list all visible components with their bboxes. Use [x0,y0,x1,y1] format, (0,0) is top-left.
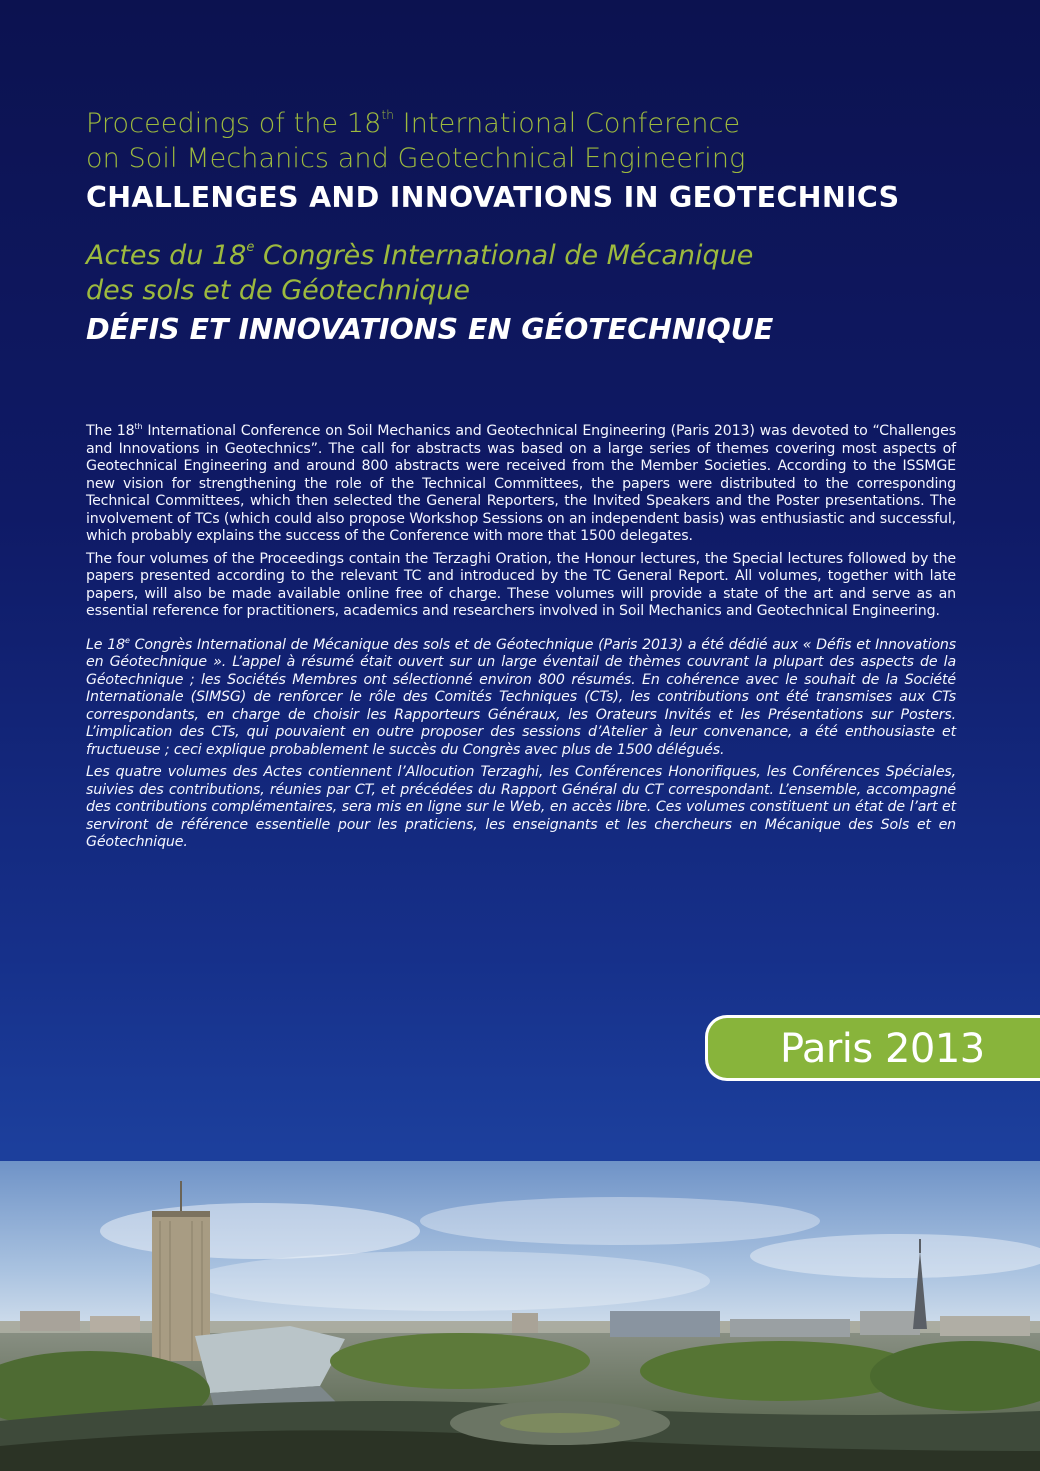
body-en-paragraph-1: The 18th International Conference on Soil Mechanics and Geotechnical Engineering (Paris 2013) was devoted to “Challenges and Innovations in Geotechnics”. The call for abstracts was based on a large series of themes covering most aspects of Geotechnical Engineering and around 800 abstracts were received from the Member Societies. According to the ISSMGE new vision for strengthening the role of the Technical Committees, the papers were distributed to the corresponding Technical Committees, which then selected the General Reporters, the Invited Speakers and the Poster presentations. The involvement of TCs (which could also propose Workshop Sessions on an independent basis) was enthusiastic and successful, which probably explains the success of the Conference with more that 1500 delegates. [86,422,956,544]
body-text [86,423,956,857]
title-en-line1: Proceedings of the 18th International Conference [86,108,741,139]
title-fr-main: DÉFIS ET INNOVATIONS EN GÉOTECHNIQUE [86,313,774,346]
title-block [86,106,986,350]
title-fr-line1: Actes du 18e Congrès International de Mécanique [86,240,754,271]
body-en-paragraph-2: The four volumes of the Proceedings contain the Terzaghi Oration, the Honour lectures, the Special lectures followed by the papers presented according to the relevant TC and introduced by the TC General Report. All volumes, together with late papers, will also be made available online free of charge. These volumes will provide a state of the art and serve as an essential reference for practitioners, academics and researchers involved in Soil Mechanics and Geotechnical Engineering. [86,550,956,619]
paris-2013-badge [705,1015,1040,1081]
title-en-main: CHALLENGES AND INNOVATIONS IN GEOTECHNICS [86,181,900,214]
body-fr-paragraph-1: Le 18e Congrès International de Mécanique des sols et de Géotechnique (Paris 2013) a été dédié aux « Défis et Innovations en Géotechnique ». L’appel à résumé était ouvert sur un large éventail de thèmes couvrant la plupart des aspects de la Géotechnique ; les Sociétés Membres ont sélectionné environ 800 résumés. En cohérence avec le souhait de la Société Internationale (SIMSG) de renforcer le rôle des Comités Techniques (CTs), les contributions ont été transmises aux CTs correspondants, en charge de choisir les Rapporteurs Généraux, les Orateurs Invités et les Présentations sur Posters. L’implication des CTs, qui pouvaient en outre proposer des sessions d’Atelier à leur convenance, a été enthousiaste et fructueuse ; ceci explique probablement le succès du Congrès avec plus de 1500 délégués. [86,635,956,758]
badge-label: Paris 2013 [780,1026,985,1072]
title-en-line2: on Soil Mechanics and Geotechnical Engineering [86,143,746,174]
title-fr-line2: des sols et de Géotechnique [86,275,470,306]
paris-panorama-photo [0,1161,1040,1471]
body-fr-paragraph-2: Les quatre volumes des Actes contiennent l’Allocution Terzaghi, les Conférences Honorifiques, les Conférences Spéciales, suivies des contributions, réunies par CT, et précédées du Rapport Général du CT correspondant. L’ensemble, accompagné des contributions complémentaires, sera mis en ligne sur le Web, en accès libre. Ces volumes constituent un état de l’art et serviront de référence essentielle pour les praticiens, les enseignants et les chercheurs en Mécanique des Sols et en Géotechnique. [86,764,956,850]
